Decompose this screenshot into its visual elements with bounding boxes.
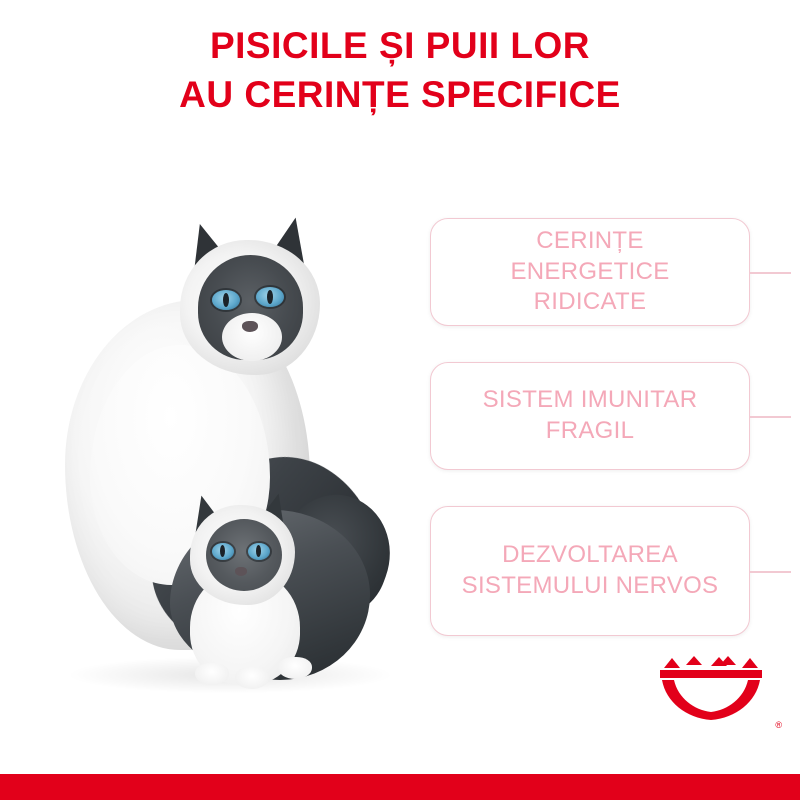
kitten-eye-right	[248, 543, 270, 560]
royal-canin-crest-icon	[656, 656, 766, 722]
adult-cat-eye-left	[212, 290, 240, 310]
kitten-eye-left	[212, 543, 234, 560]
bottom-red-bar	[0, 774, 800, 800]
callout-text: SISTEM IMUNITAR FRAGIL	[482, 386, 698, 444]
page-title	[0, 22, 800, 120]
callout-text: CERINȚE ENERGETICE RIDICATE	[510, 226, 670, 316]
adult-cat-nose	[242, 321, 258, 332]
callout-list	[430, 218, 770, 672]
callout-item-nervous-system	[430, 506, 750, 636]
headline-line-2: AU CERINȚE SPECIFICE	[179, 73, 621, 115]
kitten-nose	[235, 567, 247, 576]
kitten-paw-2	[235, 667, 269, 689]
kitten-paw-3	[278, 657, 312, 679]
registered-mark: ®	[775, 720, 782, 730]
kitten-paw-1	[195, 663, 229, 685]
callout-item-energy	[430, 218, 750, 326]
headline-line-1: PISICILE ȘI PUII LOR	[209, 25, 591, 66]
callout-text: DEZVOLTAREA SISTEMULUI NERVOS	[461, 541, 719, 599]
cat-photo	[30, 195, 430, 715]
adult-cat-eye-right	[256, 287, 284, 307]
callout-item-immunity	[430, 362, 750, 470]
